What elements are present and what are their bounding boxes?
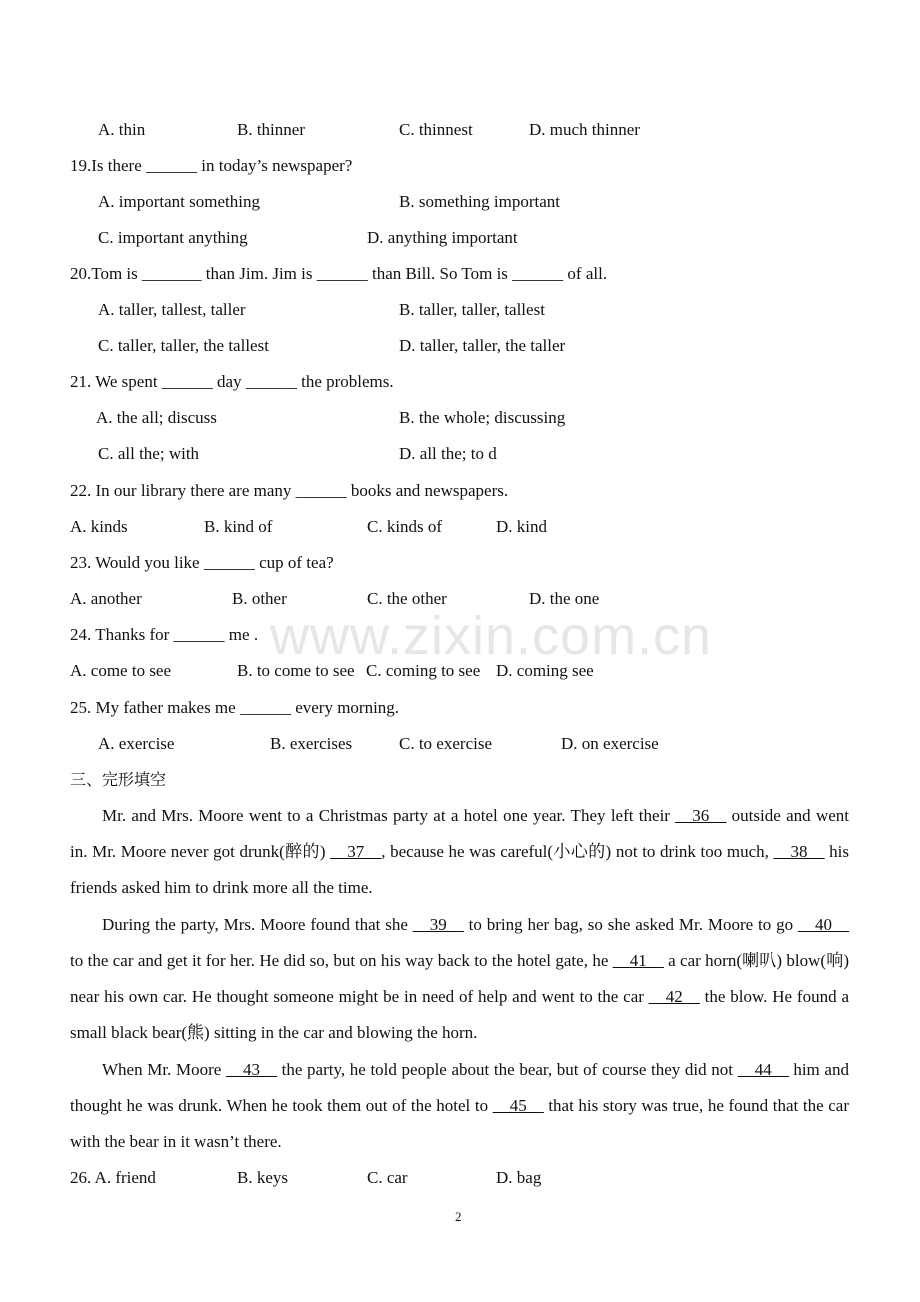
passage-paragraph-3 <box>70 1052 849 1160</box>
option-d: D. all the; to d <box>399 444 497 463</box>
option-a: A. taller, tallest, taller <box>98 300 246 319</box>
option-c: C. the other <box>367 589 447 608</box>
option-d: D. taller, taller, the taller <box>399 336 566 355</box>
option-c: C. important anything <box>98 228 248 247</box>
question-stem: 19.Is there ______ in today’s newspaper? <box>70 156 353 175</box>
passage-text: the blow. He found a small black bear(熊) sitting in the car and blowing the horn. <box>70 987 849 1042</box>
passage-text: Mr. and Mrs. Moore went to a Christmas party at a hotel one year. They left their <box>102 806 676 825</box>
question-stem: 24. Thanks for ______ me . <box>70 625 259 644</box>
option-c: C. to exercise <box>399 734 492 753</box>
question-stem: 25. My father makes me ______ every morning. <box>70 698 400 717</box>
option-a: 26. A. friend <box>70 1168 156 1187</box>
option-b: B. kind of <box>204 517 273 536</box>
option-c: C. car <box>367 1168 408 1187</box>
option-c: C. thinnest <box>399 120 473 139</box>
option-b: B. to come to see <box>237 661 355 680</box>
option-c: C. kinds of <box>367 517 443 536</box>
question-stem: 22. In our library there are many ______ books and newspapers. <box>70 481 509 500</box>
passage-paragraph-2 <box>70 907 849 1051</box>
option-a: A. kinds <box>70 517 128 536</box>
option-a: A. come to see <box>70 661 172 680</box>
passage-text: During the party, Mrs. Moore found that she <box>102 915 413 934</box>
blank-45: __45__ <box>492 1096 544 1115</box>
question-stem: 20.Tom is _______ than Jim. Jim is ______ than Bill. So Tom is ______ of all. <box>70 264 608 283</box>
option-a: A. the all; discuss <box>96 408 217 427</box>
passage-text: When Mr. Moore <box>102 1060 226 1079</box>
question-stem: 21. We spent ______ day ______ the problems. <box>70 372 394 391</box>
passage-text: his friends asked him to drink more all the time. <box>70 842 850 897</box>
passage-text: him and thought he was drunk. When he took them out of the hotel to <box>70 1060 849 1115</box>
watermark: www.zixin.com.cn <box>270 606 713 666</box>
option-a: A. thin <box>98 120 146 139</box>
option-c: C. all the; with <box>98 444 200 463</box>
option-b: B. other <box>232 589 287 608</box>
page-number: 2 <box>455 1209 462 1224</box>
blank-43: __43__ <box>225 1060 277 1079</box>
blank-39: __39__ <box>412 915 464 934</box>
option-d: D. coming see <box>496 661 594 680</box>
option-a: A. important something <box>98 192 260 211</box>
option-b: B. keys <box>237 1168 288 1187</box>
passage-text: outside and went in. Mr. Moore never got drunk(醉的) <box>70 806 849 861</box>
option-a: A. another <box>70 589 142 608</box>
section-heading: 三、完形填空 <box>70 770 167 789</box>
option-b: B. taller, taller, tallest <box>399 300 545 319</box>
passage-text: the party, he told people about the bear, but of course they did not <box>276 1060 738 1079</box>
passage-text: , because he was careful(小心的) not to drink too much, <box>381 842 774 861</box>
option-c: C. coming to see <box>366 661 481 680</box>
option-c: C. taller, taller, the tallest <box>98 336 269 355</box>
blank-42: __42__ <box>648 987 700 1006</box>
blank-37: __37__ <box>330 842 382 861</box>
option-d: D. anything important <box>367 228 518 247</box>
passage-text: to bring her bag, so she asked Mr. Moore to go <box>463 915 798 934</box>
option-d: D. on exercise <box>561 734 659 753</box>
option-d: D. bag <box>496 1168 542 1187</box>
option-d: D. the one <box>529 589 600 608</box>
option-b: B. exercises <box>270 734 353 753</box>
option-d: D. kind <box>496 517 547 536</box>
option-a: A. exercise <box>98 734 175 753</box>
passage-paragraph-1 <box>70 798 849 906</box>
passage-text: to the car and get it for her. He did so, but on his way back to the hotel gate, he <box>70 951 613 970</box>
question-stem: 23. Would you like ______ cup of tea? <box>70 553 334 572</box>
option-d: D. much thinner <box>529 120 640 139</box>
blank-44: __44__ <box>737 1060 789 1079</box>
blank-38: __38__ <box>773 842 825 861</box>
passage-text: that his story was true, he found that the car with the bear in it wasn’t there. <box>70 1096 849 1151</box>
blank-41: __41__ <box>612 951 664 970</box>
option-b: B. the whole; discussing <box>399 408 566 427</box>
option-b: B. something important <box>399 192 561 211</box>
blank-40: __40__ <box>798 915 849 934</box>
option-b: B. thinner <box>237 120 305 139</box>
passage-text: a car horn(喇叭) blow(响) near his own car. He thought someone might be in need of help and went to the car <box>70 951 849 1006</box>
blank-36: __36__ <box>675 806 727 825</box>
